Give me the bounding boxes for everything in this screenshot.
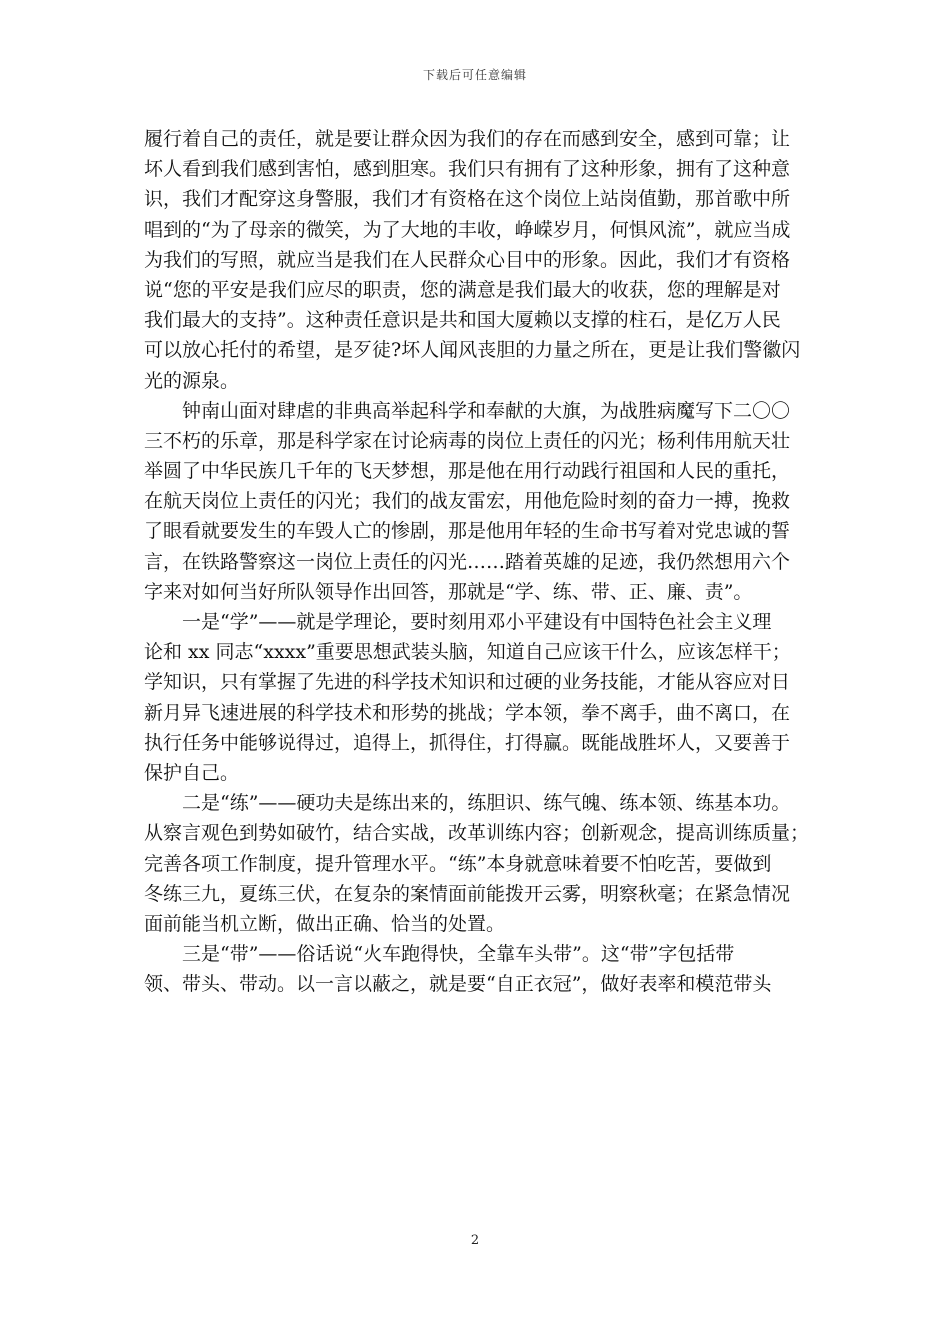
text-line: 光的源泉。	[144, 369, 240, 392]
paragraph-1	[144, 124, 812, 396]
text-line: 字来对如何当好所队领导作出回答，那就是“学、练、带、正、廉、责”。	[144, 580, 753, 603]
page-number: 2	[470, 1233, 480, 1248]
text-line: 举圆了中华民族几千年的飞天梦想，那是他在用行动践行祖国和人民的重托，	[144, 460, 791, 483]
text-line: 履行着自己的责任，就是要让群众因为我们的存在而感到安全，感到可靠；让	[144, 128, 791, 150]
text-line: 保护自己。	[144, 761, 240, 784]
text-line: 新月异飞速进展的科学技术和形势的挑战；学本领，拳不离手，曲不离口，在	[144, 701, 791, 724]
text-line: 识，我们才配穿这身警服，我们才有资格在这个岗位上站岗值勤，那首歌中所	[144, 188, 791, 211]
text-line: 言，在铁路警察这一岗位上责任的闪光……踏着英雄的足迹，我仍然想用六个	[144, 550, 791, 573]
text-line: 我们最大的支持”。这种责任意识是共和国大厦赖以支撑的柱石，是亿万人民	[144, 309, 781, 332]
text-line: 完善各项工作制度，提升管理水平。“练”本身就意味着要不怕吃苦，要做到	[144, 852, 772, 875]
text-line: 执行任务中能够说得过，追得上，抓得住，打得赢。既能战胜坏人，又要善于	[144, 731, 791, 754]
text-line: 坏人看到我们感到害怕，感到胆寒。我们只有拥有了这种形象，拥有了这种意	[144, 158, 791, 181]
paragraph-3	[144, 607, 812, 788]
text-line: 学知识，只有掌握了先进的科学技术知识和过硬的业务技能，才能从容应对日	[144, 671, 791, 694]
text-line: 论和 xx 同志“xxxx”重要思想武装头脑，知道自己应该干什么，应该怎样干；	[144, 641, 791, 664]
text-line: 面前能当机立断，做出正确、恰当的处置。	[144, 912, 506, 935]
page-header: 下载后可任意编辑	[422, 68, 527, 82]
text-line: 可以放心托付的希望，是歹徒?坏人闻风丧胆的力量之所在，更是让我们警徽闪	[144, 339, 801, 362]
text-line: 二是“练”——硬功夫是练出来的，练胆识、练气魄、练本领、练基本功。	[182, 792, 791, 815]
document-body	[144, 124, 812, 999]
paragraph-4	[144, 788, 812, 939]
paragraph-5	[144, 939, 812, 999]
text-line: 钟南山面对肆虐的非典高举起科学和奉献的大旗，为战胜病魔写下二〇〇	[182, 399, 791, 422]
text-line: 在航天岗位上责任的闪光；我们的战友雷宏，用他危险时刻的奋力一搏，挽救	[144, 490, 791, 513]
text-line: 领、带头、带动。以一言以蔽之，就是要“自正衣冠”，做好表率和模范带头	[144, 973, 772, 996]
text-line: 三是“带”——俗话说“火车跑得快，全靠车头带”。这“带”字包括带	[182, 943, 735, 966]
text-line: 为我们的写照，就应当是我们在人民群众心目中的形象。因此，我们才有资格	[144, 248, 791, 271]
text-line: 一是“学”——就是学理论，要时刻用邓小平建设有中国特色社会主义理	[182, 611, 772, 633]
text-line: 从察言观色到势如破竹，结合实战，改革训练内容；创新观念，提高训练质量；	[144, 822, 810, 845]
text-line: 了眼看就要发生的车毁人亡的惨剧，那是他用年轻的生命书写着对党忠诚的誓	[144, 520, 791, 543]
text-line: 唱到的“为了母亲的微笑，为了大地的丰收，峥嵘岁月，何惧风流”，就应当成	[144, 218, 791, 241]
text-line: 三不朽的乐章，那是科学家在讨论病毒的岗位上责任的闪光；杨利伟用航天壮	[144, 429, 791, 452]
paragraph-2	[144, 396, 812, 607]
text-line: 冬练三九，夏练三伏，在复杂的案情面前能拨开云雾，明察秋毫；在紧急情况	[144, 882, 791, 905]
text-line: 说“您的平安是我们应尽的职责，您的满意是我们最大的收获，您的理解是对	[144, 278, 781, 301]
